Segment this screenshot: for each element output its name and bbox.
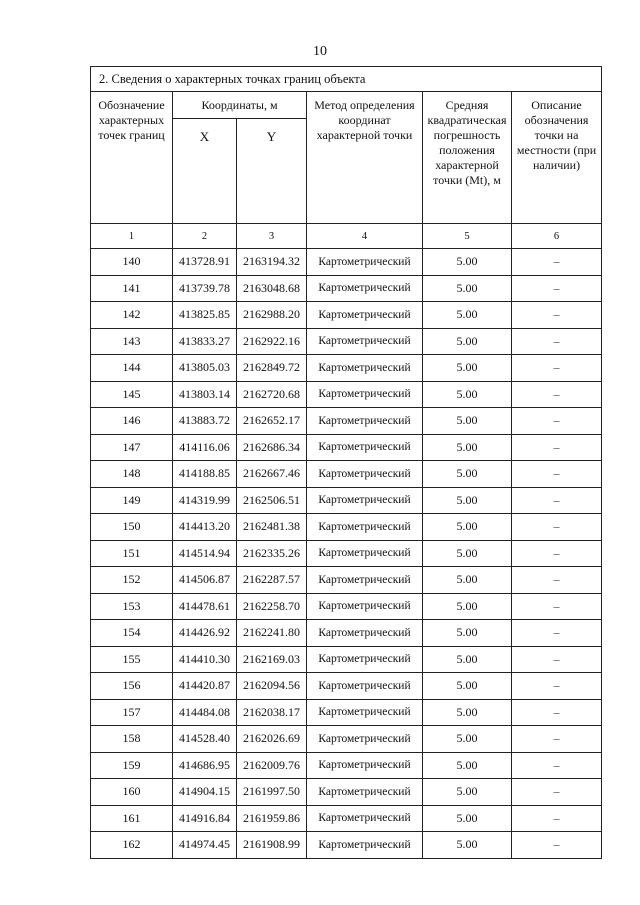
x-coordinate-cell: 413803.14 <box>173 381 237 408</box>
point-number-cell: 142 <box>91 302 173 329</box>
y-coordinate-cell: 2162988.20 <box>237 302 307 329</box>
mt-error-cell: 5.00 <box>423 779 512 806</box>
method-cell: Картометрический <box>307 275 423 302</box>
method-cell: Картометрический <box>307 832 423 859</box>
table-row <box>91 699 602 726</box>
table-row <box>91 726 602 753</box>
y-coordinate-cell: 2161908.99 <box>237 832 307 859</box>
method-cell: Картометрический <box>307 514 423 541</box>
y-coordinate-cell: 2162481.38 <box>237 514 307 541</box>
mt-error-cell: 5.00 <box>423 514 512 541</box>
mt-error-cell: 5.00 <box>423 673 512 700</box>
method-cell: Картометрический <box>307 593 423 620</box>
y-coordinate-cell: 2162652.17 <box>237 408 307 435</box>
description-cell: – <box>512 408 602 435</box>
table-row <box>91 620 602 647</box>
point-number-cell: 147 <box>91 434 173 461</box>
point-number-cell: 157 <box>91 699 173 726</box>
header-row-top <box>91 92 602 119</box>
point-number-cell: 145 <box>91 381 173 408</box>
mt-error-cell: 5.00 <box>423 302 512 329</box>
y-coordinate-cell: 2162720.68 <box>237 381 307 408</box>
column-number: 1 <box>91 224 173 249</box>
x-coordinate-cell: 414478.61 <box>173 593 237 620</box>
method-cell: Картометрический <box>307 673 423 700</box>
table-row <box>91 593 602 620</box>
x-coordinate-cell: 414528.40 <box>173 726 237 753</box>
x-coordinate-cell: 413825.85 <box>173 302 237 329</box>
page-number: 10 <box>313 44 327 59</box>
x-coordinate-cell: 413883.72 <box>173 408 237 435</box>
column-number: 6 <box>512 224 602 249</box>
description-cell: – <box>512 381 602 408</box>
mt-error-cell: 5.00 <box>423 567 512 594</box>
y-coordinate-cell: 2162241.80 <box>237 620 307 647</box>
method-cell: Картометрический <box>307 620 423 647</box>
mt-error-cell: 5.00 <box>423 461 512 488</box>
table-row <box>91 832 602 859</box>
y-coordinate-cell: 2162094.56 <box>237 673 307 700</box>
description-cell: – <box>512 567 602 594</box>
y-coordinate-cell: 2162038.17 <box>237 699 307 726</box>
method-cell: Картометрический <box>307 567 423 594</box>
method-cell: Картометрический <box>307 699 423 726</box>
x-coordinate-cell: 414686.95 <box>173 752 237 779</box>
point-number-cell: 159 <box>91 752 173 779</box>
header-method: Метод определения координат характерной точки <box>307 92 423 224</box>
table-row <box>91 514 602 541</box>
mt-error-cell: 5.00 <box>423 328 512 355</box>
y-coordinate-cell: 2161959.86 <box>237 805 307 832</box>
method-cell: Картометрический <box>307 752 423 779</box>
mt-error-cell: 5.00 <box>423 832 512 859</box>
description-cell: – <box>512 832 602 859</box>
description-cell: – <box>512 487 602 514</box>
y-coordinate-cell: 2162335.26 <box>237 540 307 567</box>
mt-error-cell: 5.00 <box>423 620 512 647</box>
description-cell: – <box>512 302 602 329</box>
header-designation: Обозначение характерных точек границ <box>91 92 173 224</box>
y-coordinate-cell: 2162287.57 <box>237 567 307 594</box>
description-cell: – <box>512 779 602 806</box>
header-x: X <box>173 119 237 224</box>
description-cell: – <box>512 540 602 567</box>
description-cell: – <box>512 434 602 461</box>
mt-error-cell: 5.00 <box>423 540 512 567</box>
mt-error-cell: 5.00 <box>423 275 512 302</box>
method-cell: Картометрический <box>307 726 423 753</box>
point-number-cell: 161 <box>91 805 173 832</box>
description-cell: – <box>512 805 602 832</box>
method-cell: Картометрический <box>307 381 423 408</box>
column-number: 3 <box>237 224 307 249</box>
table-row <box>91 302 602 329</box>
method-cell: Картометрический <box>307 249 423 276</box>
section-title-row <box>91 67 602 92</box>
method-cell: Картометрический <box>307 328 423 355</box>
point-number-cell: 148 <box>91 461 173 488</box>
header-description: Описание обозначения точки на местности (при наличии) <box>512 92 602 224</box>
method-cell: Картометрический <box>307 461 423 488</box>
table-row <box>91 328 602 355</box>
description-cell: – <box>512 699 602 726</box>
table-row <box>91 540 602 567</box>
x-coordinate-cell: 414426.92 <box>173 620 237 647</box>
description-cell: – <box>512 249 602 276</box>
method-cell: Картометрический <box>307 540 423 567</box>
x-coordinate-cell: 413833.27 <box>173 328 237 355</box>
y-coordinate-cell: 2162026.69 <box>237 726 307 753</box>
table-row <box>91 487 602 514</box>
point-number-cell: 140 <box>91 249 173 276</box>
description-cell: – <box>512 275 602 302</box>
table-row <box>91 779 602 806</box>
y-coordinate-cell: 2162009.76 <box>237 752 307 779</box>
description-cell: – <box>512 461 602 488</box>
mt-error-cell: 5.00 <box>423 699 512 726</box>
mt-error-cell: 5.00 <box>423 381 512 408</box>
point-number-cell: 144 <box>91 355 173 382</box>
y-coordinate-cell: 2161997.50 <box>237 779 307 806</box>
description-cell: – <box>512 620 602 647</box>
description-cell: – <box>512 328 602 355</box>
table-row <box>91 434 602 461</box>
table-row <box>91 461 602 488</box>
point-number-cell: 152 <box>91 567 173 594</box>
x-coordinate-cell: 414916.84 <box>173 805 237 832</box>
x-coordinate-cell: 413728.91 <box>173 249 237 276</box>
table-row <box>91 355 602 382</box>
table-row <box>91 408 602 435</box>
y-coordinate-cell: 2162667.46 <box>237 461 307 488</box>
table-row <box>91 567 602 594</box>
header-coordinates: Координаты, м <box>173 92 307 119</box>
point-number-cell: 143 <box>91 328 173 355</box>
mt-error-cell: 5.00 <box>423 593 512 620</box>
y-coordinate-cell: 2162258.70 <box>237 593 307 620</box>
table-row <box>91 646 602 673</box>
point-number-cell: 149 <box>91 487 173 514</box>
method-cell: Картометрический <box>307 779 423 806</box>
x-coordinate-cell: 414974.45 <box>173 832 237 859</box>
y-coordinate-cell: 2162686.34 <box>237 434 307 461</box>
column-number: 5 <box>423 224 512 249</box>
point-number-cell: 160 <box>91 779 173 806</box>
mt-error-cell: 5.00 <box>423 646 512 673</box>
method-cell: Картометрический <box>307 355 423 382</box>
description-cell: – <box>512 593 602 620</box>
point-number-cell: 151 <box>91 540 173 567</box>
x-coordinate-cell: 414116.06 <box>173 434 237 461</box>
mt-error-cell: 5.00 <box>423 726 512 753</box>
y-coordinate-cell: 2162506.51 <box>237 487 307 514</box>
y-coordinate-cell: 2162169.03 <box>237 646 307 673</box>
description-cell: – <box>512 514 602 541</box>
y-coordinate-cell: 2163048.68 <box>237 275 307 302</box>
point-number-cell: 153 <box>91 593 173 620</box>
y-coordinate-cell: 2162922.16 <box>237 328 307 355</box>
x-coordinate-cell: 413739.78 <box>173 275 237 302</box>
description-cell: – <box>512 726 602 753</box>
x-coordinate-cell: 414506.87 <box>173 567 237 594</box>
section-title: 2. Сведения о характерных точках границ объекта <box>91 67 602 92</box>
x-coordinate-cell: 414413.20 <box>173 514 237 541</box>
point-number-cell: 141 <box>91 275 173 302</box>
description-cell: – <box>512 646 602 673</box>
point-number-cell: 155 <box>91 646 173 673</box>
table-row <box>91 275 602 302</box>
description-cell: – <box>512 673 602 700</box>
mt-error-cell: 5.00 <box>423 249 512 276</box>
description-cell: – <box>512 355 602 382</box>
mt-error-cell: 5.00 <box>423 752 512 779</box>
boundary-points-table <box>90 66 602 859</box>
column-number: 2 <box>173 224 237 249</box>
x-coordinate-cell: 414319.99 <box>173 487 237 514</box>
x-coordinate-cell: 414484.08 <box>173 699 237 726</box>
x-coordinate-cell: 413805.03 <box>173 355 237 382</box>
method-cell: Картометрический <box>307 408 423 435</box>
header-y: Y <box>237 119 307 224</box>
header-error: Средняя квадратическая погрешность положения характерной точки (Mt), м <box>423 92 512 224</box>
table-row <box>91 249 602 276</box>
method-cell: Картометрический <box>307 646 423 673</box>
mt-error-cell: 5.00 <box>423 487 512 514</box>
y-coordinate-cell: 2163194.32 <box>237 249 307 276</box>
column-numbers-row <box>91 224 602 249</box>
point-number-cell: 162 <box>91 832 173 859</box>
method-cell: Картометрический <box>307 805 423 832</box>
x-coordinate-cell: 414188.85 <box>173 461 237 488</box>
x-coordinate-cell: 414420.87 <box>173 673 237 700</box>
table-row <box>91 673 602 700</box>
method-cell: Картометрический <box>307 487 423 514</box>
mt-error-cell: 5.00 <box>423 434 512 461</box>
point-number-cell: 154 <box>91 620 173 647</box>
table-row <box>91 381 602 408</box>
x-coordinate-cell: 414514.94 <box>173 540 237 567</box>
x-coordinate-cell: 414904.15 <box>173 779 237 806</box>
table-row <box>91 805 602 832</box>
table-row <box>91 752 602 779</box>
point-number-cell: 156 <box>91 673 173 700</box>
mt-error-cell: 5.00 <box>423 355 512 382</box>
point-number-cell: 158 <box>91 726 173 753</box>
mt-error-cell: 5.00 <box>423 408 512 435</box>
y-coordinate-cell: 2162849.72 <box>237 355 307 382</box>
description-cell: – <box>512 752 602 779</box>
column-number: 4 <box>307 224 423 249</box>
point-number-cell: 150 <box>91 514 173 541</box>
point-number-cell: 146 <box>91 408 173 435</box>
x-coordinate-cell: 414410.30 <box>173 646 237 673</box>
method-cell: Картометрический <box>307 302 423 329</box>
mt-error-cell: 5.00 <box>423 805 512 832</box>
method-cell: Картометрический <box>307 434 423 461</box>
